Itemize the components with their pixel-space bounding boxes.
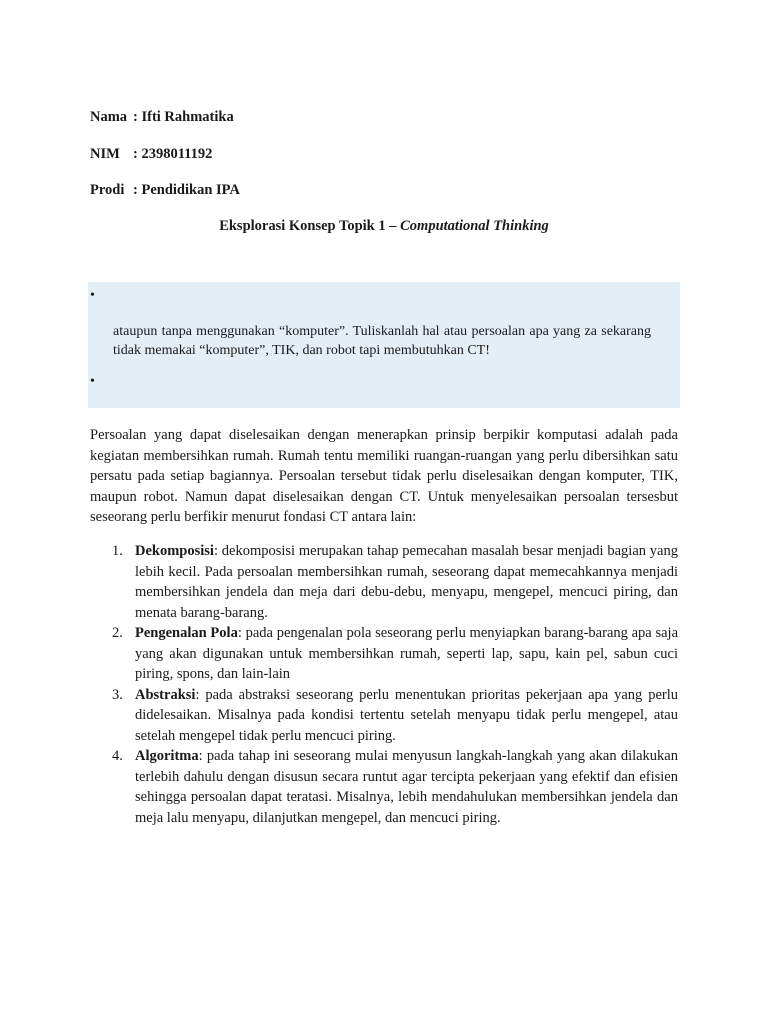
step-term: Pengenalan Pola bbox=[135, 625, 238, 641]
step-term: Dekomposisi bbox=[135, 543, 214, 559]
step-number: 4. bbox=[112, 748, 123, 764]
bullet-bottom: • bbox=[90, 374, 95, 389]
steps-list bbox=[90, 541, 678, 828]
prodi-value: Pendidikan IPA bbox=[141, 182, 240, 198]
step-number: 3. bbox=[112, 686, 123, 703]
list-item bbox=[90, 685, 678, 747]
name-separator: : bbox=[133, 109, 138, 125]
nim-value: 2398011192 bbox=[141, 146, 213, 162]
answer-paragraph: Persoalan yang dapat diselesaikan dengan menerapkan prinsip berpikir komputasi adalah pada kegiatan membersihkan rumah. Rumah tentu memiliki ruangan-ruangan yang perlu dibersihkan satu persatu pada setiap bagiannya. Persoalan tersebut tidak perlu diselesaikan dengan komputer, TIK, maupun robot. Namun dapat diselesaikan dengan CT. Untuk menyelesaikan persoalan tersesbut seseorang perlu berfikir menurut fondasi CT antara lain: bbox=[90, 427, 678, 525]
step-term: Algoritma bbox=[135, 748, 199, 764]
step-text: : pada tahap ini seseorang mulai menyusun langkah-langkah yang akan dilakukan terlebih dahulu dengan disusun secara runtut agar tercipta pekerjaan yang efektif dan efisien sehingga persoalan dapat teratasi. Misalnya, lebih mendahulukan membersihkan jendela dan meja lalu menyapu, dilanjutkan mengepel, dan mencuci piring. bbox=[135, 748, 678, 826]
step-text: : dekomposisi merupakan tahap pemecahan masalah besar menjadi bagian yang lebih kecil. Pada persoalan membersihkan rumah, seseorang dapat memecahkannya menjadi membersihkan jendela dan meja dari debu-debu, menyapu, mengepel, mencuci piring, dan menata barang-barang. bbox=[135, 543, 678, 621]
document-title bbox=[0, 217, 768, 235]
title-prefix: Eksplorasi Konsep Topik 1 – bbox=[219, 218, 401, 234]
prodi-label: Prodi bbox=[90, 182, 125, 198]
bullet-top: • bbox=[90, 288, 95, 303]
list-item bbox=[90, 623, 678, 685]
name-row bbox=[90, 108, 234, 126]
prodi-row bbox=[90, 181, 240, 199]
name-value: Ifti Rahmatika bbox=[141, 109, 234, 125]
nim-label: NIM bbox=[90, 146, 120, 162]
title-italic-term: Computational Thinking bbox=[400, 218, 549, 234]
prodi-separator: : bbox=[133, 182, 138, 198]
step-term: Abstraksi bbox=[135, 686, 196, 703]
step-number: 2. bbox=[112, 625, 123, 641]
nim-separator: : bbox=[133, 146, 138, 162]
step-number: 1. bbox=[112, 543, 123, 559]
question-box bbox=[88, 282, 680, 408]
list-item bbox=[90, 541, 678, 623]
list-item bbox=[90, 746, 678, 828]
step-text: : pada pengenalan pola seseorang perlu menyiapkan barang-barang apa saja yang akan digunakan untuk membersihkan rumah, seperti lap, sapu, kain pel, sabun cuci piring, spons, dan lain-lain bbox=[135, 625, 679, 682]
step-text: : pada abstraksi seseorang perlu menentukan prioritas pekerjaan apa yang perlu didelesaikan. Misalnya pada kondisi tertentu setelah menyapu tidak perlu mengepel, atau setelah mengepel tidak perlu mencuci piring. bbox=[135, 686, 678, 744]
nim-row bbox=[90, 145, 212, 163]
question-text: ataupun tanpa menggunakan “komputer”. Tuliskanlah hal atau persoalan apa yang za sekarang tidak memakai “komputer”, TIK, dan robot tapi membutuhkan CT! bbox=[113, 324, 651, 358]
name-label: Nama bbox=[90, 109, 128, 125]
